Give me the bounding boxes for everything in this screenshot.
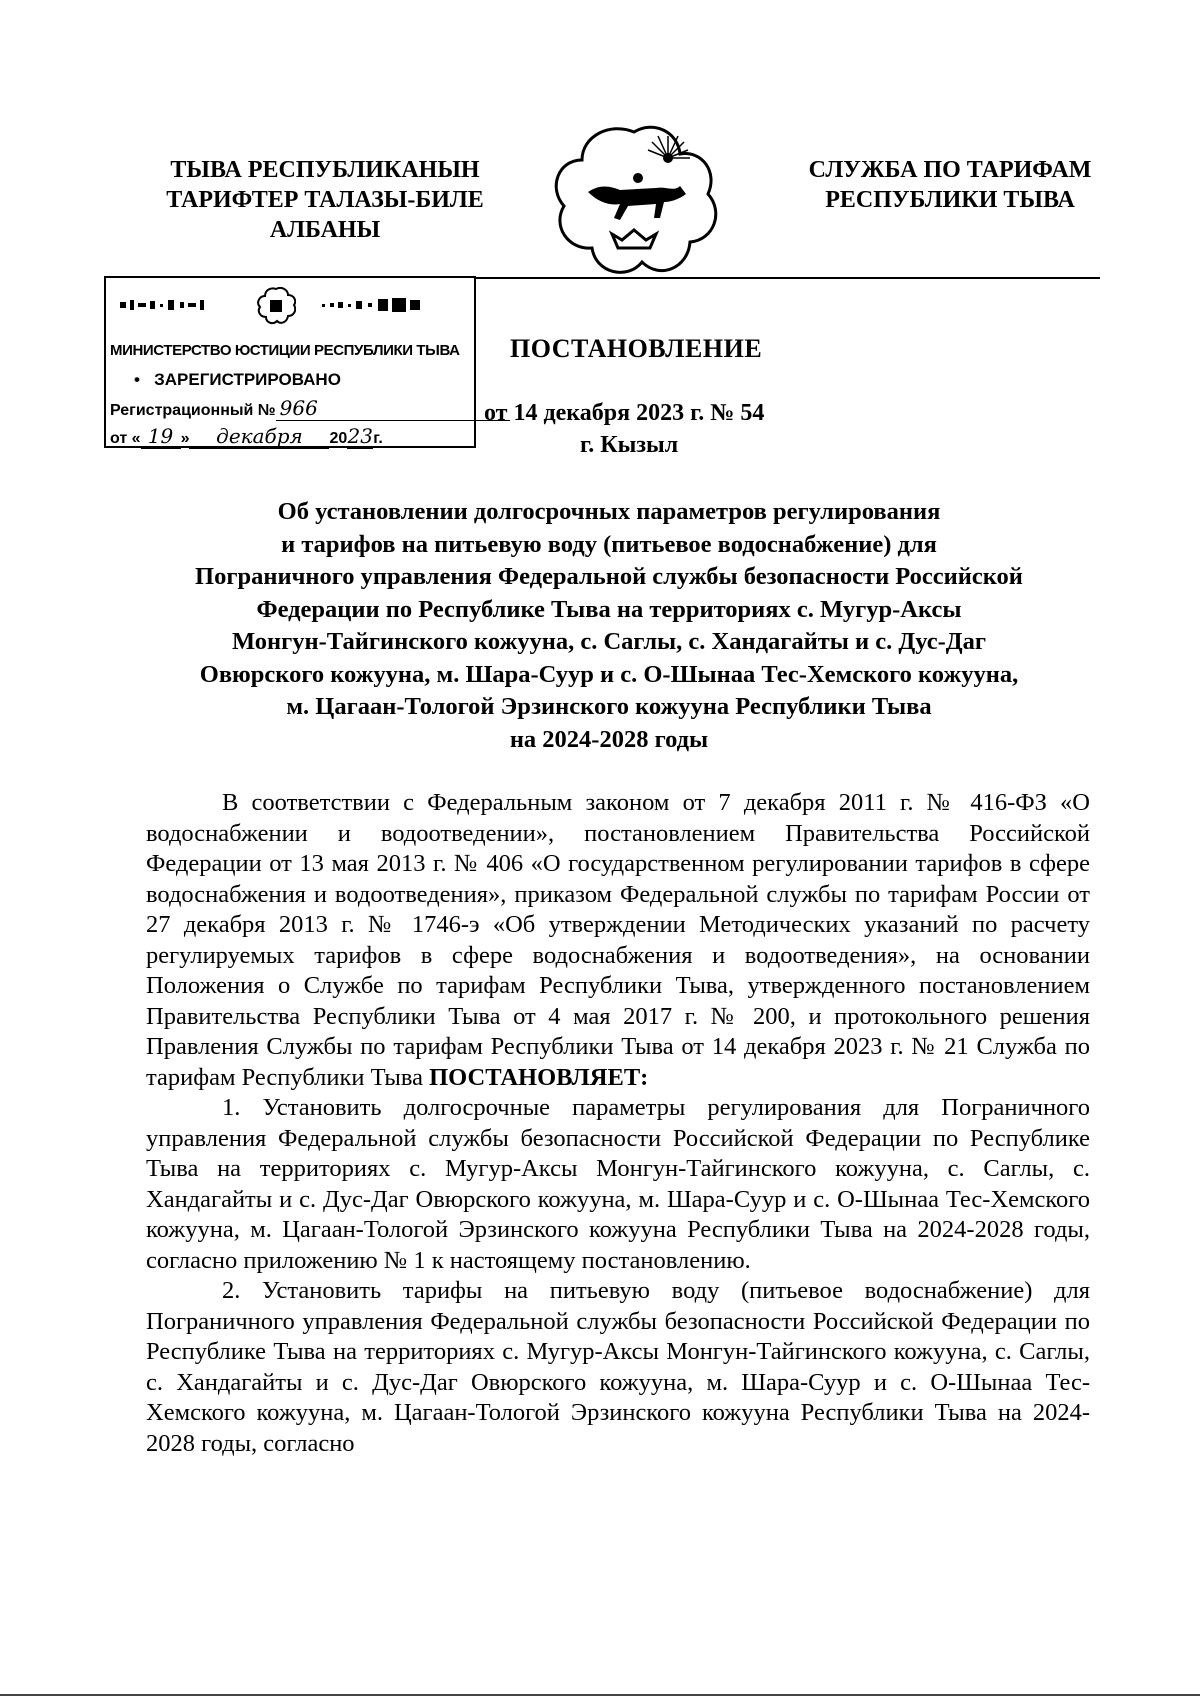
header-right-line: СЛУЖБА ПО ТАРИФАМ (808, 157, 1092, 183)
stamp-registered-label: ЗАРЕГИСТРИРОВАНО (154, 370, 341, 389)
stamp-ornament-right-icon (322, 298, 426, 312)
stamp-date-month: декабря (189, 424, 329, 449)
header-left-tuvan (140, 155, 510, 245)
preamble-text: В соответствии с Федеральным законом от 7 декабря 2011 г. № 416-ФЗ «О водоснабжении и водоотведении», постановлением Правительства Российской Федерации от 13 мая 2013 г. № 406 «О государственном регулировании тарифов в сфере водоснабжения и водоотведения», приказом Федеральной службы по тарифам России от 27 декабря 2013 г. № 1746-э «Об утверждении Методических указаний по расчету регулируемых тарифов в сфере водоснабжения и водоотведения», на основании Положения о Службе по тарифам Республики Тыва, утвержденного постановлением Правительства Республики Тыва от 4 мая 2017 г. № 200, и протокольного решения Правления Службы по тарифам Республики Тыва от 14 декабря 2023 г. № 21 Служба по тарифам Республики Тыва (146, 789, 1090, 1091)
document-title-line: Монгун-Тайгинского кожууна, с. Саглы, с. Хандагайты и с. Дус-Даг (231, 628, 987, 655)
stamp-ministry: МИНИСТЕРСТВО ЮСТИЦИИ РЕСПУБЛИКИ ТЫВА (110, 342, 460, 359)
body-item-2: 2. Установить тарифы на питьевую воду (питьевое водоснабжение) для Пограничного управления Федеральной службы безопасности Российской Федерации по Республике Тыва на территориях с. Мугур-Аксы Монгун-Тайгинского кожууна, с. Саглы, с. Хандагайты и с. Дус-Даг Овюрского кожууна, м. Шара-Суур и с. О-Шынаа Тес-Хемского кожууна, м. Цагаан-Тологой Эрзинского кожууна Республики Тыва на 2024-2028 годы, согласно (146, 1277, 1090, 1457)
document-title-line: Федерации по Республике Тыва на территориях с. Мугур-Аксы (256, 595, 962, 623)
document-title-line: и тарифов на питьевую воду (питьевое водоснабжение) для (281, 530, 937, 558)
header-right-russian (790, 155, 1110, 215)
stamp-date-year-prefix: 20 (329, 430, 348, 447)
decree-date-number: от 14 декабря 2023 г. № 54 (484, 400, 765, 426)
stamp-date-quote: » (180, 430, 190, 447)
header-left-line: ТЫВА РЕСПУБЛИКАНЫН (170, 157, 480, 183)
resolves-keyword: ПОСТАНОВЛЯЕТ: (429, 1063, 649, 1091)
document-title-line: Об установлении долгосрочных параметров регулирования (277, 498, 941, 525)
document-body (146, 788, 1090, 1459)
body-item-1: 1. Установить долгосрочные параметры регулирования для Пограничного управления Федеральной службы безопасности Российской Федерации по Республике Тыва на территориях с. Мугур-Аксы Монгун-Тайгинского кожууна, с. Саглы, с. Хандагайты и с. Дус-Даг Овюрского кожууна, м. Шара-Суур и с. О-Шынаа Тес-Хемского кожууна, м. Цагаан-Тологой Эрзинского кожууна Республики Тыва на 2024-2028 годы, согласно приложению № 1 к настоящему постановлению. (146, 1094, 1090, 1274)
tuva-emblem-icon (548, 122, 720, 282)
registration-stamp (104, 276, 476, 448)
stamp-regnum-label: Регистрационный № (110, 402, 276, 419)
stamp-date-row (110, 424, 383, 449)
header-left-line: АЛБАНЫ (269, 217, 381, 243)
decree-title: ПОСТАНОВЛЕНИЕ (510, 334, 763, 363)
stamp-emblem-icon (256, 286, 296, 326)
body-preamble (146, 788, 1090, 1093)
stamp-regnum-value: 966 (276, 396, 510, 421)
document-title-line: Овюрского кожууна, м. Шара-Суур и с. О-Шынаа Тес-Хемского кожууна, (199, 660, 1019, 688)
stamp-date-year-suffix: 23 (347, 424, 373, 448)
decree-city: г. Кызыл (580, 432, 679, 458)
header-left-line: ТАРИФТЕР ТАЛАЗЫ-БИЛЕ (166, 187, 484, 213)
page-bottom-edge (0, 1694, 1200, 1696)
stamp-registered (134, 370, 341, 390)
header-divider (476, 277, 1100, 279)
stamp-date-day: 19 (141, 424, 181, 449)
document-title-line: Пограничного управления Федеральной службы безопасности Российской (195, 563, 1023, 590)
header-right-line: РЕСПУБЛИКИ ТЫВА (825, 187, 1075, 213)
document-title-line: на 2024-2028 годы (509, 725, 709, 753)
stamp-regnum-row (110, 396, 510, 421)
stamp-ornament-left-icon (120, 298, 212, 312)
stamp-bullet: • (134, 370, 155, 389)
stamp-date-prefix: от « (110, 430, 141, 447)
document-title (120, 496, 1098, 756)
document-title-line: м. Цагаан-Тологой Эрзинского кожууна Республики Тыва (286, 693, 932, 720)
stamp-date-year-end: г. (373, 430, 383, 447)
